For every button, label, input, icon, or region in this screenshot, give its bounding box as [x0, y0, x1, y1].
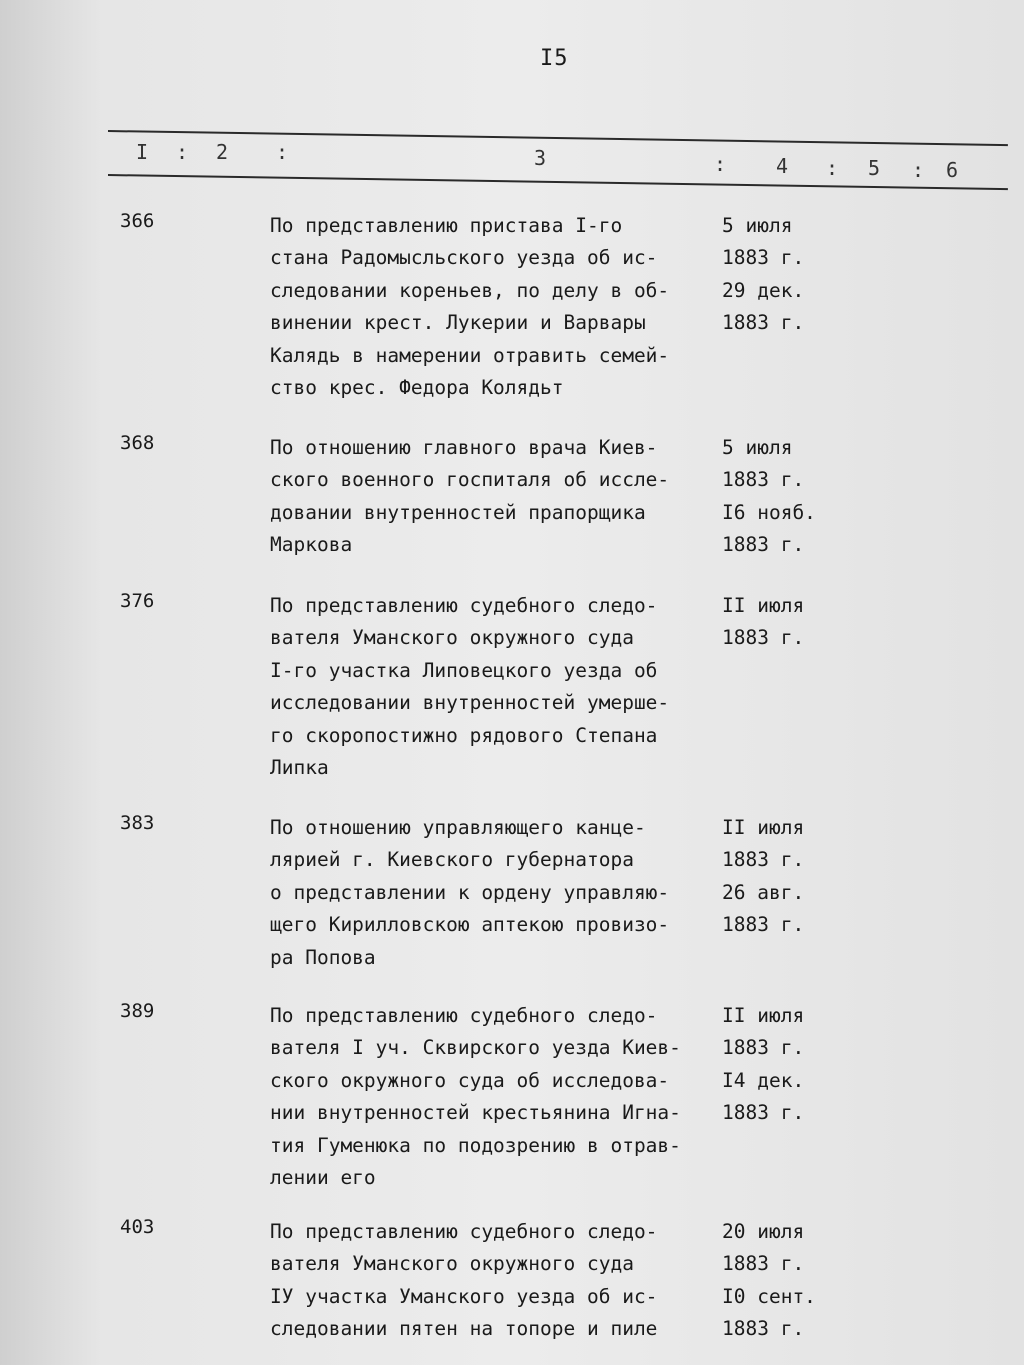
column-separator: :: [276, 140, 289, 164]
entry-description: По представлению пристава I-го стана Радомысльского уезда об ис- следовании кореньев, по делу в об- винении крест. Лукерии и Варвары Калядь в намерении отравить семей- ство крес. Федора Колядьт: [270, 214, 670, 400]
column-separator: :: [714, 152, 727, 176]
column-header-6: 6: [946, 158, 959, 182]
entry-dates: 20 июля 1883 г. I0 сент. 1883 г.: [722, 1220, 816, 1341]
column-header-5: 5: [868, 156, 881, 180]
page-number: I5: [540, 46, 569, 71]
column-header-3: 3: [534, 146, 547, 170]
column-header-4: 4: [776, 154, 789, 178]
entry-number: 383: [120, 812, 155, 834]
entry-dates: II июля 1883 г. I4 дек. 1883 г.: [722, 1004, 805, 1125]
entry-description: По отношению управляющего канце- лярией г. Киевского губернатора о представлении к ордену управляю- щего Кирилловскою аптекою провизо- ра Попова: [270, 816, 670, 969]
table-top-rule: [108, 130, 1008, 146]
column-header-2: 2: [216, 140, 229, 164]
entry-description: По представлению судебного следо- вателя Уманского окружного суда I-го участка Липовецкого уезда об исследовании внутренностей умерше- го скоропостижно рядового Степана Липка: [270, 594, 670, 780]
entry-number: 368: [120, 432, 155, 454]
entry-dates: II июля 1883 г. 26 авг. 1883 г.: [722, 816, 805, 937]
entry-dates: II июля 1883 г.: [722, 594, 805, 650]
entry-description: По представлению судебного следо- вателя Уманского окружного суда IУ участка Уманского уезда об ис- следовании пятен на топоре и пиле: [270, 1220, 658, 1341]
column-header-1: I: [136, 140, 149, 164]
column-separator: :: [826, 156, 839, 180]
column-separator: :: [912, 158, 925, 182]
entry-description: По представлению судебного следо- вателя I уч. Сквирского уезда Киев- ского окружного суда об исследова- нии внутренностей крестьянина Игна- тия Гуменюка по подозрению в отрав- лении его: [270, 1004, 681, 1190]
column-separator: :: [176, 140, 189, 164]
entry-dates: 5 июля 1883 г. 29 дек. 1883 г.: [722, 214, 805, 335]
entry-number: 403: [120, 1216, 155, 1238]
entry-number: 366: [120, 210, 155, 232]
entry-number: 376: [120, 590, 155, 612]
entry-dates: 5 июля 1883 г. I6 нояб. 1883 г.: [722, 436, 816, 557]
entry-number: 389: [120, 1000, 155, 1022]
entry-description: По отношению главного врача Киев- ского военного госпиталя об иссле- довании внутренностей прапорщика Маркова: [270, 436, 670, 557]
